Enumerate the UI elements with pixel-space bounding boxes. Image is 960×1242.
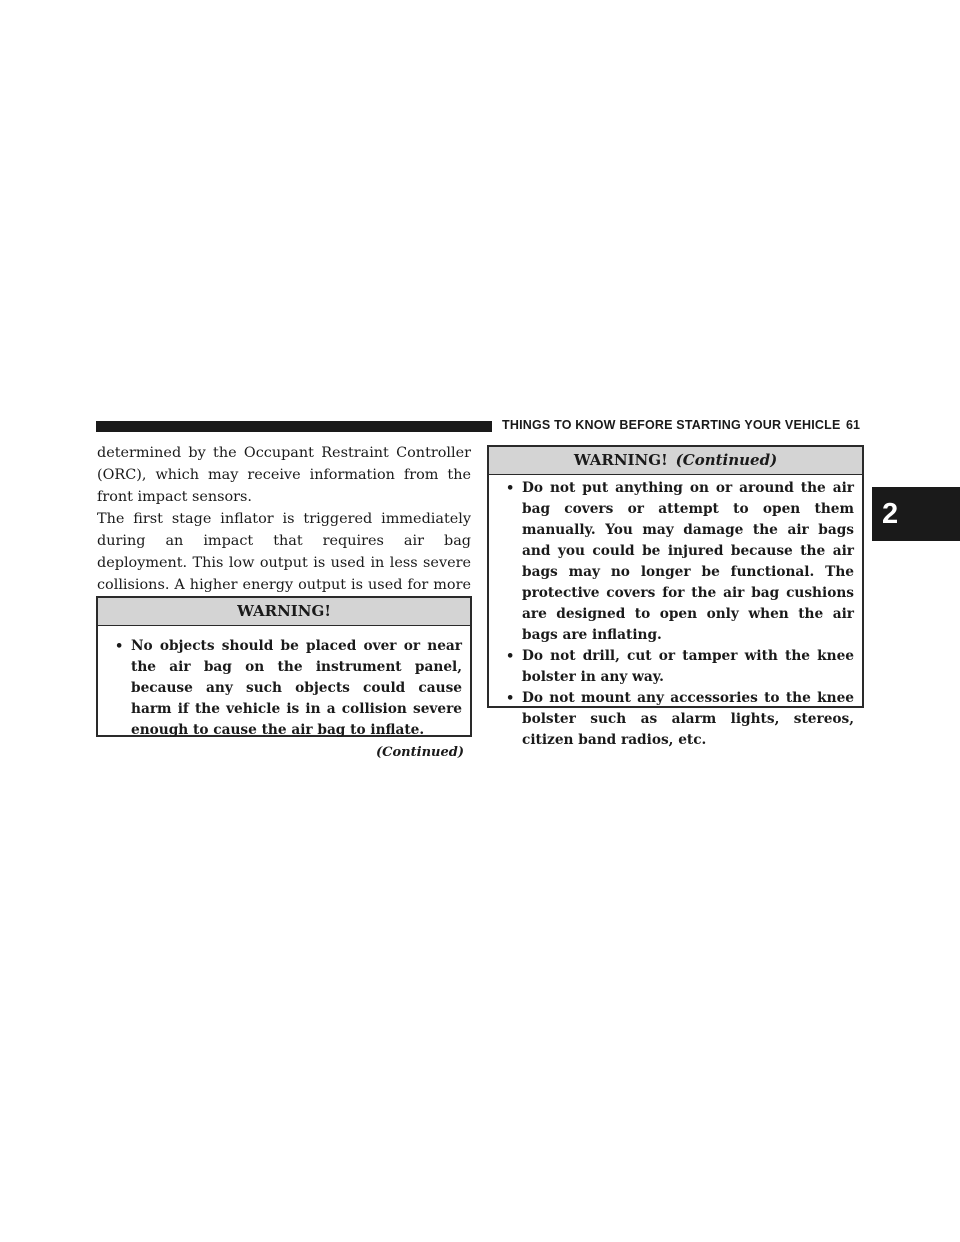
warning-list [489,475,862,751]
warning-heading-text: WARNING! [237,602,331,620]
header-rule [96,421,492,432]
bullet-icon: • [115,639,124,654]
continued-label: (Continued) [376,745,464,760]
warning-heading [98,598,470,626]
warning-item [489,688,862,751]
warning-item-text: No objects should be placed over or near the air bag on the instrument panel, because any such objects could cause harm if the vehicle is in a collision severe enough to cause the air bag to inflate. [131,638,462,738]
warning-item [98,636,470,741]
bullet-icon: • [506,649,515,664]
warning-item-text: Do not put anything on or around the air bag covers or attempt to open them manually. You may damage the air bags and you could be injured because the air bags may no longer be functional. The protective covers for the air bag cushions are designed to open only when the air bags are inflating. [522,480,854,643]
bullet-icon: • [506,691,515,706]
running-header-title: THINGS TO KNOW BEFORE STARTING YOUR VEHICLE [502,418,841,432]
page-number: 61 [846,418,860,432]
warning-item-text: Do not mount any accessories to the knee bolster such as alarm lights, stereos, citizen band radios, etc. [522,690,854,748]
warning-heading-text: WARNING! [573,451,668,469]
body-paragraph-2: The first stage inflator is triggered immediately during an impact that requires air bag deployment. This low output is used in less severe collisions. A higher energy output is used for more [97,511,471,593]
bullet-icon: • [506,481,515,496]
warning-box-continued [487,445,864,748]
warning-item-text: Do not drill, cut or tamper with the knee bolster in any way. [522,648,854,685]
warning-list [98,626,470,741]
warning-heading-continued: (Continued) [675,451,778,469]
warning-heading [489,447,862,475]
warning-box [96,596,472,737]
chapter-tab: 2 [872,487,960,541]
body-paragraph-1: determined by the Occupant Restraint Controller (ORC), which may receive information from the front impact sensors. [97,445,471,505]
warning-item [489,646,862,688]
warning-item [489,478,862,646]
